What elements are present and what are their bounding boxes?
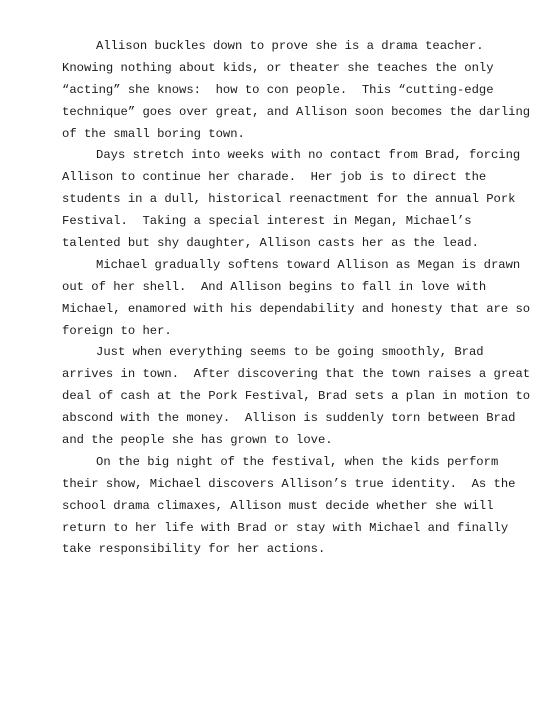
text-line: Just when everything seems to be going smoothly, Brad bbox=[96, 345, 484, 360]
text-line: Allison to continue her charade. Her job is to direct the bbox=[62, 170, 487, 185]
text-line: Michael, enamored with his dependability and honesty that are so bbox=[62, 301, 531, 316]
text-line: technique” goes over great, and Allison soon becomes the darling bbox=[62, 104, 531, 119]
text-line: Knowing nothing about kids, or theater she teaches the only bbox=[62, 60, 494, 75]
text-line: Michael gradually softens toward Allison as Megan is drawn bbox=[96, 257, 521, 272]
text-line: deal of cash at the Pork Festival, Brad sets a plan in motion to bbox=[62, 389, 531, 404]
text-line: arrives in town. After discovering that the town raises a great bbox=[62, 367, 531, 382]
text-line: their show, Michael discovers Allison’s true identity. As the bbox=[62, 476, 516, 491]
text-line: return to her life with Brad or stay with Michael and finally bbox=[62, 520, 509, 535]
text-line: take responsibility for her actions. bbox=[62, 542, 326, 557]
text-line: foreign to her. bbox=[62, 323, 172, 338]
text-line: Days stretch into weeks with no contact from Brad, forcing bbox=[96, 148, 521, 163]
text-line: talented but shy daughter, Allison casts her as the lead. bbox=[62, 236, 479, 251]
text-line: students in a dull, historical reenactment for the annual Pork bbox=[62, 192, 516, 207]
paragraph-4 bbox=[62, 342, 532, 451]
paragraph-1 bbox=[62, 36, 532, 145]
text-line: abscond with the money. Allison is suddenly torn between Brad bbox=[62, 411, 516, 426]
paragraph-5 bbox=[62, 452, 532, 561]
text-line: “acting” she knows: how to con people. This “cutting-edge bbox=[62, 82, 494, 97]
paragraph-2 bbox=[62, 145, 532, 254]
text-line: school drama climaxes, Allison must decide whether she will bbox=[62, 498, 494, 513]
text-line: and the people she has grown to love. bbox=[62, 433, 333, 448]
document-body bbox=[62, 36, 532, 561]
paragraph-3 bbox=[62, 255, 532, 343]
text-line: On the big night of the festival, when the kids perform bbox=[96, 454, 499, 469]
text-line: Festival. Taking a special interest in Megan, Michael’s bbox=[62, 214, 472, 229]
text-line: of the small boring town. bbox=[62, 126, 245, 141]
text-line: Allison buckles down to prove she is a drama teacher. bbox=[96, 39, 484, 53]
text-line: out of her shell. And Allison begins to fall in love with bbox=[62, 279, 487, 294]
